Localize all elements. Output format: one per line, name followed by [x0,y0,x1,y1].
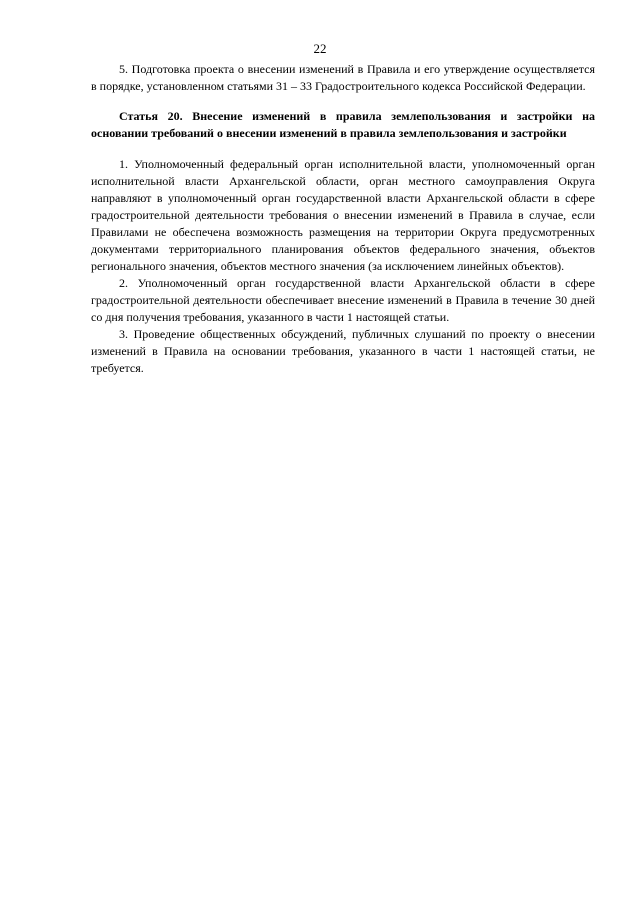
paragraph-5: 5. Подготовка проекта о внесении изменений в Правила и его утверждение осуществляется в порядке, установленном статьями 31 – 33 Градостроительного кодекса Российской Федерации. [91,62,595,93]
article-20-paragraph-1: 1. Уполномоченный федеральный орган исполнительной власти, уполномоченный орган исполнительной власти Архангельской области, орган местного самоуправления Округа направляют в уполномоченный орган государственной власти Архангельской области в сфере градостроительной деятельности требования о внесении изменений в Правила в случае, если Правилами не обеспечена возможность размещения на территории Округа предусмотренных документами территориального планирования объектов федерального значения, объектов регионального значения, объектов местного значения (за исключением линейных объектов). [91,157,595,273]
article-20-paragraph-3: 3. Проведение общественных обсуждений, публичных слушаний по проекту о внесении изменений в Правила на основании требования, указанного в части 1 настоящей статьи, не требуется. [91,327,595,375]
article-20-paragraph-2: 2. Уполномоченный орган государственной власти Архангельской области в сфере градостроительной деятельности обеспечивает внесение изменений в Правила в течение 30 дней со дня получения требования, указанного в части 1 настоящей статьи. [91,276,595,324]
article-20-heading: Статья 20. Внесение изменений в правила землепользования и застройки на основании требований о внесении изменений в правила землепользования и застройки [91,109,595,140]
document-body [91,61,595,377]
page-number: 22 [313,41,327,56]
